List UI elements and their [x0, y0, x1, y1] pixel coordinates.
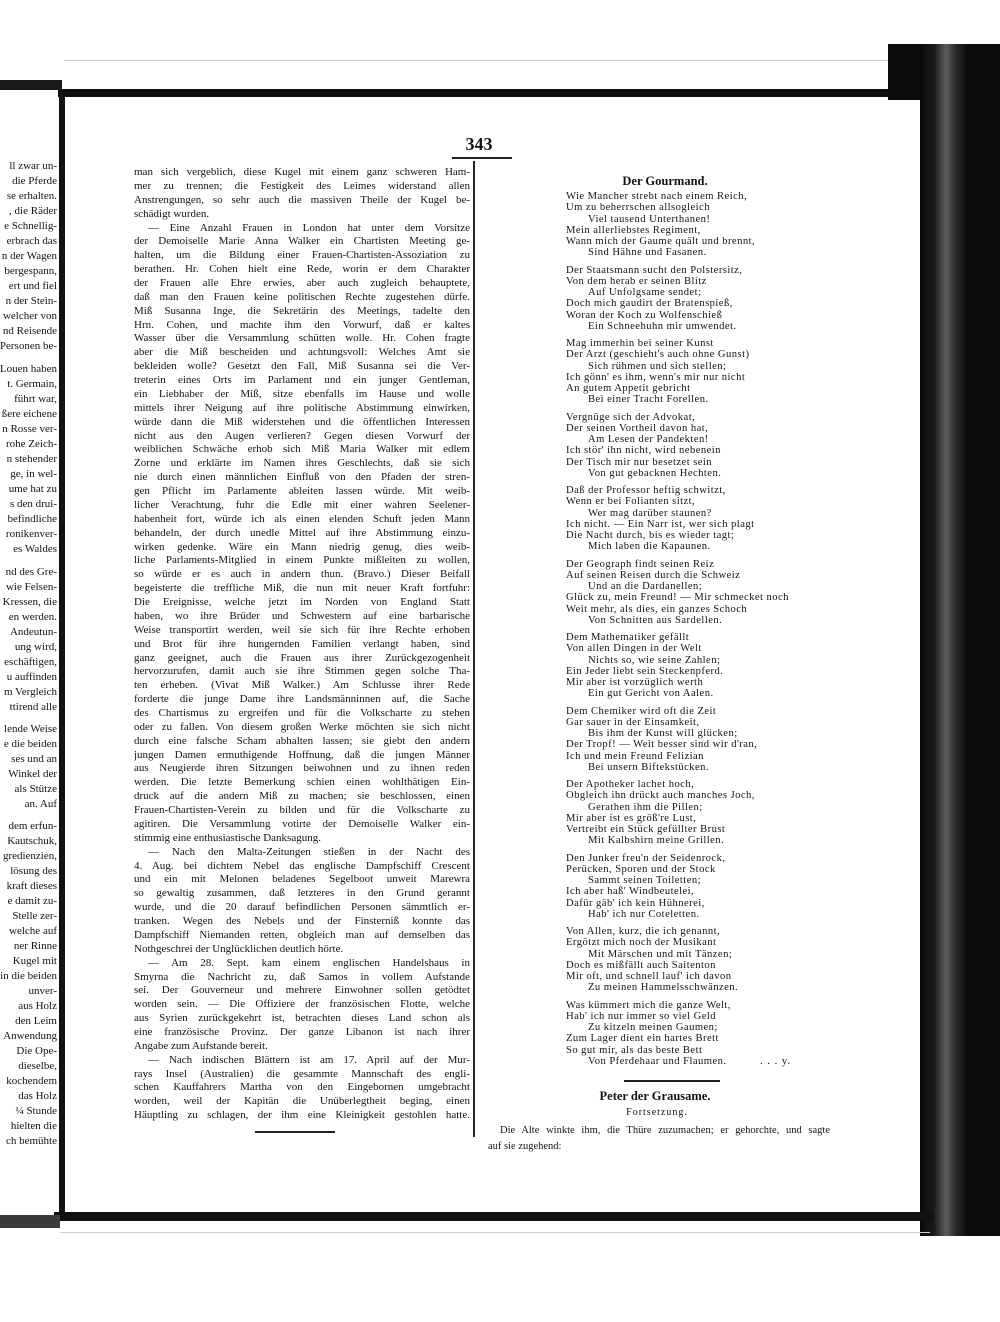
poem-line: Der seinen Vortheil davon hat,	[566, 422, 709, 434]
poem-line: Gar sauer in der Einsamkeit,	[566, 716, 700, 728]
story-title: Peter der Grausame.	[599, 1089, 711, 1103]
news-line: Anstrengungen, so sehr auch die massiven Theile der Kugel be-	[134, 193, 470, 206]
previous-page-fragment: ¼ Stunde	[15, 1105, 57, 1117]
news-line: Weise transportirt werden, weil sie sich für ihre Rechte erhoben	[134, 623, 470, 636]
news-line: — Eine Anzahl Frauen in London hat unter dem Vorsitze	[148, 221, 470, 234]
news-line: schädigt wurden.	[134, 207, 210, 220]
previous-page-fragment: gredienzien,	[2, 850, 57, 862]
news-line: tranken. Wegen des Nebels und der Finsterniß konnte das	[134, 915, 470, 927]
news-line: Angabe zum Aufstande bereit.	[134, 1039, 268, 1052]
poem-line: Ich aber haß' Windbeutelei,	[566, 886, 695, 898]
previous-page-fragment: en werden.	[8, 611, 57, 623]
news-line: Zorne und erklärte im Namen ihres Geschlechts, daß sie sich	[134, 457, 470, 470]
previous-page-fragment: n stehender	[6, 453, 57, 465]
previous-page-fragment: ert und fiel	[8, 280, 57, 292]
previous-page-fragment: dieselbe,	[18, 1060, 57, 1072]
previous-page-fragment: den Leim	[15, 1015, 57, 1027]
previous-page-fragment: Winkel der	[8, 768, 57, 780]
story-line: Die Alte winkte ihm, die Thüre zuzumachen; er gehorchte, und sagte	[500, 1125, 830, 1136]
poem-line: Ich stör' ihn nicht, wird nebenein	[566, 445, 721, 457]
previous-page-fragment: Louen haben	[0, 363, 57, 375]
previous-page-fragment: unver-	[28, 985, 57, 997]
poem-line: Zum Lager dient ein hartes Brett	[566, 1033, 719, 1045]
previous-page-fragment: Stelle zer-	[12, 910, 57, 922]
previous-page-fragment: ttirend alle	[9, 701, 57, 713]
previous-page-fragment: befindliche	[7, 513, 57, 525]
news-line: treterin eines Orts im Parlament und ein junger Gentleman,	[134, 374, 470, 386]
previous-page-fragment: m Vergleich	[3, 686, 57, 698]
previous-page-fragment: t. Germain,	[7, 378, 57, 390]
poem-line: Zu kitzeln meinen Gaumen;	[588, 1022, 718, 1033]
poem-line: Wie Mancher strebt nach einem Reich,	[566, 191, 748, 202]
news-line: und Brot für ihre hungernden Familien verlangt haben, sind	[134, 637, 470, 650]
previous-page-fragment: Kugel mit	[12, 955, 57, 967]
news-line: habenheit fort, würde ich als einen elenden Schuft jeden Mann	[134, 512, 470, 525]
poem-line: Auf Unfolgsame sendet;	[588, 287, 702, 298]
scan-right-edge	[920, 44, 1000, 1236]
previous-page-fragment: an. Auf	[24, 798, 57, 810]
poem-line: Weit mehr, als dies, ein ganzes Schoch	[566, 603, 748, 615]
poem-line: Um zu beherrschen allsogleich	[566, 202, 710, 214]
news-line: halten, um die Bildung einer Frauen-Chartisten-Assoziation zu	[134, 249, 470, 262]
news-line: gen Pflicht im Parlamente ableiten lassen würde. Mit weib-	[134, 485, 470, 497]
poem-line: Mich laben die Kapaunen.	[588, 541, 711, 553]
poem-line: So gut mir, als das beste Bett	[566, 1044, 703, 1056]
poem-line: Ein Schneehuhn mir umwendet.	[588, 320, 737, 332]
poem-line: Wenn er bei Folianten sitzt,	[566, 496, 696, 508]
previous-page-fragment: kochendem	[6, 1075, 57, 1087]
poem-line: Die Nacht durch, bis es wieder tagt;	[566, 530, 735, 541]
news-line: forderte die junge Dame ihre Landsmänninnen auf, die Sache	[134, 693, 470, 706]
previous-page-fragment: führt war,	[14, 393, 57, 405]
poem-line: An gutem Appetit gebricht	[566, 383, 691, 394]
previous-page-fragment: e Schnellig-	[4, 220, 57, 232]
news-line: aber die Miß bescheiden und achtungsvoll: Welches Amt sie	[134, 346, 470, 359]
news-line: eine französische Provinz. Der ganze Libanon ist nach ihrer	[134, 1025, 470, 1038]
poem-line: Ergötzt mich noch der Musikant	[566, 937, 717, 949]
news-line: ten erheben. (Vivat Miß Walker.) Am Schlusse ihrer Rede	[134, 679, 470, 692]
previous-page-fragment: Kautschuk,	[7, 835, 57, 847]
previous-page-fragment: nd Reisende	[2, 325, 57, 337]
poem-line: Der Tisch mir nur besetzet sein	[566, 456, 713, 468]
previous-page-fragment: , die Räder	[9, 205, 57, 217]
poem-line: Ich nicht. — Ein Narr ist, wer sich plagt	[566, 518, 755, 530]
previous-page-fragment: aus Holz	[18, 1000, 57, 1012]
poem-line: Der Arzt (geschieht's auch ohne Gunst)	[566, 349, 750, 361]
news-line: agitiren. Die Versammlung votirte der Demoiselle Walker ein-	[134, 817, 470, 830]
poem-line: Mein allerliebstes Regiment,	[566, 224, 701, 236]
poem-line: Daß der Professor heftig schwitzt,	[566, 485, 726, 496]
previous-page-fragment: welcher von	[2, 310, 57, 322]
poem-line: Wer mag darüber staunen?	[588, 507, 712, 519]
story-separator-rule	[624, 1080, 720, 1082]
news-line: wurde, und die 20 darauf befindlichen Personen sämmtlich er-	[134, 901, 470, 914]
previous-page-fragment: lösung des	[10, 865, 57, 877]
news-line: — Am 28. Sept. kam einem englischen Handelshaus in	[148, 956, 470, 969]
previous-page-fragment: rohe Zeich-	[6, 438, 57, 450]
scan-top-edge	[58, 89, 930, 97]
poem-line: Was kümmert mich die ganze Welt,	[566, 999, 731, 1011]
news-line: — Nach den Malta-Zeitungen stießen in der Nacht des	[148, 845, 470, 858]
poem-line: Sich rühmen und sich stellen;	[588, 360, 727, 372]
news-line: worden, weil der Kapitän die Unüberlegtheit beging, einen	[134, 1095, 470, 1108]
news-line: — Nach indischen Blättern ist am 17. April auf der Mur-	[148, 1053, 470, 1066]
previous-page-fragment: nd des Gre-	[5, 566, 57, 578]
previous-page-fragment: ge, in wel-	[10, 468, 57, 480]
news-line: nie durch einen männlichen Einfluß von den Pfaden der stren-	[134, 471, 470, 484]
previous-page-fragment: ume hat zu	[8, 483, 57, 495]
poem-line: Mir oft, und schnell lauf' ich davon	[566, 971, 732, 982]
story-subtitle: Fortsetzung.	[626, 1107, 688, 1118]
news-line: hervorzurufen, damit auch sie ihre Stimmen gegen solche Tha-	[134, 665, 470, 678]
news-line: behandeln, der durch unedle Mittel auf ihre Abstimmung einzu-	[134, 526, 470, 539]
poem-signature: . . . y.	[760, 1055, 792, 1067]
previous-page-fragment: e damit zu-	[7, 895, 57, 907]
previous-page-fragment: e die beiden	[3, 738, 57, 750]
column-divider	[473, 161, 475, 1137]
news-line: des Chartismus zu ergreifen und für die Volkscharte zu stehen	[134, 706, 470, 719]
poem-line: Ich gönn' es ihm, wenn's mir nur nicht	[566, 371, 746, 383]
news-end-rule	[255, 1131, 335, 1133]
previous-page-fragment: ch bemühte	[5, 1135, 57, 1147]
poem-line: Sind Hähne und Fasanen.	[588, 247, 707, 259]
poem-line: Hab' ich nur immer so viel Geld	[566, 1010, 717, 1022]
poem-line: Ein gut Gericht von Aalen.	[588, 688, 714, 700]
poem-line: Wann mich der Gaume quält und brennt,	[566, 236, 756, 247]
previous-page-fragment: ses und an	[11, 753, 57, 765]
poem-line: Bis ihm der Kunst will glücken;	[588, 728, 738, 739]
previous-page-fragment: es Waldes	[13, 543, 57, 555]
poem-line: Hab' ich nur Coteletten.	[588, 908, 700, 920]
poem-line: Der Staatsmann sucht den Polstersitz,	[566, 264, 743, 276]
poem-line: Ich und mein Freund Felizian	[566, 750, 704, 762]
news-line: Dampfschiff Niemanden retten, obgleich man auf demselben das	[134, 928, 470, 941]
poem-line: Woran der Koch zu Wolfenschieß	[566, 309, 723, 321]
news-line: durch eine falsche Scham abhalten lassen; sie giebt den andern	[134, 734, 470, 747]
news-line: so gewaltig zusammen, daß letzteres in den Grund gerannt	[134, 887, 470, 900]
news-line: haben, wo ihre Brüder und Schwestern auf eine barbarische	[134, 609, 470, 622]
previous-page-fragment: Andeutun-	[9, 626, 57, 638]
news-line: mittels ihrer Neigung auf ihre politische Abstimmung einwirken,	[134, 401, 470, 414]
poem-line: Glück zu, mein Freund! — Mir schmecket noch	[566, 592, 789, 604]
news-line: schen Kauffahrers Martha von den Eingebornen umgebracht	[134, 1081, 470, 1094]
poem-line: Doch es mißfällt auch Saitenton	[566, 959, 716, 971]
poem-title: Der Gourmand.	[622, 174, 708, 188]
news-line: oder zu fallen. Von diesem großen Werke möchten sie sich nicht	[134, 720, 470, 733]
previous-page-fragment: bergespann,	[4, 265, 57, 277]
poem-line: Der Tropf! — Weit besser sind wir d'ran,	[566, 739, 758, 751]
news-line: Frauen-Chartisten-Verein zu bilden und für die Volkscharte zu	[134, 804, 470, 816]
news-line: wirken gedenke. Wäre ein Mann niedrig genug, dies weib-	[134, 540, 470, 553]
poem-line: Mit Kalbshirn meine Grillen.	[588, 835, 725, 847]
poem-line: Der Apotheker lachet hoch,	[566, 779, 695, 790]
previous-page-fragment: lende Weise	[4, 723, 57, 735]
previous-page-fragment: hielten die	[10, 1120, 57, 1132]
poem-line: Bei einer Tracht Forellen.	[588, 394, 709, 406]
news-line: sei. Der Gouverneur und mehrere Einwohner sollen getödtet	[134, 984, 470, 997]
news-line: Hrn. Cohen, und machte ihm den Vorwurf, daß er kaltes	[134, 318, 470, 331]
poem-line: Ein Jeder liebt sein Steckenpferd.	[566, 665, 724, 677]
poem-line: Nichts so, wie seine Zahlen;	[588, 654, 721, 666]
previous-page-fragment: wie Felsen-	[5, 581, 57, 593]
previous-page-fragment: als Stütze	[14, 783, 57, 795]
poem-line: Der Geograph findt seinen Reiz	[566, 558, 715, 570]
previous-page-fragment: das Holz	[18, 1090, 57, 1102]
news-line: und ein mit Melonen beladenes Segelboot unweit Marewra	[134, 873, 470, 886]
news-line: der Demoiselle Marie Anna Walker ein Chartisten Meeting ge-	[134, 235, 470, 248]
news-line: daß man den Frauen keine politischen Rechte zugestehen dürfe.	[134, 290, 470, 303]
previous-page-fragment: n der Wagen	[1, 250, 57, 262]
news-line: begeisterte die treffliche Miß, die nun mit neuer Kraft fortfuhr:	[134, 582, 470, 595]
poem-line: Von Allen, kurz, die ich genannt,	[566, 926, 721, 937]
poem-line: Dafür gäb' ich kein Hühnerei,	[566, 897, 705, 909]
news-line: Wasser über die Versammlung schütten wolle. Hr. Cohen fragte	[134, 332, 470, 345]
page-number: 343	[465, 134, 493, 154]
news-line: ganz geeignet, auch die Frauen aus ihrer Zurückgezogenheit	[134, 651, 470, 664]
previous-page-fragment: u auffinden	[6, 671, 57, 683]
previous-page-fragment: ßere eichene	[1, 408, 57, 420]
news-line: aus Neugierde ihren Sitzungen beiwohnen und zu ihnen reden	[134, 762, 470, 775]
news-line: 4. Aug. bei dichtem Nebel das englische Dampfschiff Crescent	[134, 859, 470, 872]
previous-page-fragment: s den drui-	[9, 498, 57, 510]
poem-line: Mit Märschen und mit Tänzen;	[588, 948, 733, 960]
poem-line: Dem Chemiker wird oft die Zeit	[566, 705, 717, 717]
poem-line: Obgleich ihn drückt auch manches Joch,	[566, 790, 755, 802]
poem-line: Gerathen ihm die Pillen;	[588, 801, 703, 813]
poem-line: Perücken, Sporen und der Stock	[566, 863, 716, 875]
poem-line: Von Schnitten aus Sardellen.	[588, 614, 723, 626]
book-gutter-line	[59, 92, 65, 1218]
poem-line: Sammt seinen Toiletten;	[588, 875, 701, 886]
poem-line: Viel tausend Unterthanen!	[588, 213, 711, 225]
news-line: nicht aus den Augen verlieren? Gegen diesen Vorwurf der	[134, 429, 470, 442]
previous-page-fragment: welche auf	[9, 925, 57, 937]
poem-line: Mir aber ist es größ're Lust,	[566, 812, 697, 824]
poem-line: Doch mich gaudirt der Bratenspieß,	[566, 298, 733, 310]
poem-line: Mir aber ist vorzüglich werth	[566, 677, 704, 688]
poem-line: Vertreibt ein Stück gefüllter Brust	[566, 824, 726, 835]
news-line: mer zu trennen; die Festigkeit des Leimes widerstand allen	[134, 179, 470, 192]
poem-line: Vergnüge sich der Advokat,	[566, 411, 696, 423]
previous-page-fragment: dem erfun-	[8, 820, 57, 832]
poem-line: Auf seinen Reisen durch die Schweiz	[566, 569, 741, 581]
story-line: auf sie zugehend:	[488, 1141, 562, 1152]
news-line: werden. Die letzte Bemerkung schien einen wohlthätigen Ein-	[134, 776, 470, 789]
previous-page-fragment: ll zwar un-	[9, 160, 57, 172]
previous-page-fragment: kraft dieses	[6, 880, 57, 892]
scan-bottom-edge	[54, 1212, 934, 1221]
previous-page-fragment: ronikenver-	[5, 528, 57, 540]
news-line: Nothgeschrei der Unglücklichen deutlich hörte.	[134, 942, 344, 955]
news-line: worden sein. — Die Offiziere der französischen Flotte, welche	[134, 998, 470, 1011]
previous-page-fragment: n Rosse ver-	[2, 423, 57, 435]
news-line: liche Parlaments-Mitglied in einem Punkte mißleiten zu wollen,	[134, 554, 470, 567]
previous-page-fragment: eschäftigen,	[4, 656, 57, 668]
poem-line: Dem Mathematiker gefällt	[566, 632, 690, 643]
previous-page-fragment: Kressen, die	[2, 596, 57, 608]
scan-top-gray-line	[64, 60, 894, 61]
previous-page-fragment: ung wird,	[14, 641, 57, 653]
news-line: man sich vergeblich, diese Kugel mit einem ganz schweren Ham-	[134, 166, 470, 178]
poem-line: Von gut gebacknen Hechten.	[588, 467, 722, 479]
news-line: druck auf die andern Miß zu machen; sie beschlossen, einen	[134, 790, 470, 803]
previous-page-fragment: Die Ope-	[16, 1045, 57, 1057]
previous-page-fragment: se erhalten.	[6, 190, 57, 202]
news-line: Die Ereignisse, welche jetzt im Norden von England Statt	[134, 596, 470, 608]
previous-page-fragment: in die beiden	[0, 970, 57, 982]
news-line: jungen Damen ermuthigende Hoffnung, daß die jungen Männer	[134, 748, 470, 761]
poem-line: Zu meinen Hammelsschwänzen.	[588, 982, 739, 994]
poem-line: Den Junker freu'n der Seidenrock,	[566, 852, 726, 864]
poem-line: Und an die Dardanellen;	[588, 581, 703, 592]
news-line: stimmig eine enthusiastische Danksagung.	[134, 831, 321, 844]
news-line: würde dann die Miß widerstehen und die öffentlichen Interessen	[134, 415, 470, 428]
news-line: bekleiden wolle? Gesetzt den Fall, Miß Susanna sei die Ver-	[134, 360, 470, 373]
previous-page-sliver	[0, 0, 57, 1322]
poem-line: Am Lesen der Pandekten!	[588, 434, 709, 445]
poem-line: Mag immerhin bei seiner Kunst	[566, 338, 714, 349]
news-line: Miß Susanna Inge, die Sekretärin des Meetings, tadelte den	[134, 304, 470, 317]
previous-page-fragment: ner Rinne	[13, 940, 57, 952]
previous-page-fragment: die Pferde	[12, 175, 57, 187]
page-number-rule	[452, 157, 512, 159]
news-line: licher Verachtung, fuhr die Edle mit einer wahren Seelener-	[134, 498, 470, 511]
poem-line: Bei unsern Biftekstücken.	[588, 761, 709, 773]
news-line: der Frauen alle Ehre erwies, aber auch zugleich behauptete,	[134, 277, 470, 289]
scan-bottom-gray-line	[60, 1232, 930, 1233]
poem-line: Von allen Dingen in der Welt	[566, 643, 702, 655]
news-line: Häuptling zu schlagen, der ihm eine Kleinigkeit gestohlen hatte.	[134, 1109, 470, 1122]
previous-page-fragment: erbrach das	[6, 235, 57, 247]
previous-page-fragment: Anwendung	[3, 1030, 57, 1042]
news-line: Smyrna die Nachricht zu, daß Samos in vollem Aufstande	[134, 970, 470, 983]
poem-line: Von Pferdehaar und Flaumen.	[588, 1055, 727, 1067]
news-line: rays Insel (Australien) die gesammte Mannschaft des engli-	[134, 1067, 470, 1080]
previous-page-fragment: n der Stein-	[5, 295, 57, 307]
news-line: berathen. Hr. Cohen hielt eine Rede, worin er dem Charakter	[134, 263, 470, 276]
news-line: aus Syrien zurückgekehrt ist, betrachten dieses Land schon als	[134, 1012, 470, 1025]
previous-page-fragment: Personen be-	[0, 340, 57, 352]
news-line: so würde er es auch in andern thun. (Bravo.) Dieser Beifall	[134, 568, 470, 581]
news-line: ein Liebhaber der Miß, sitze ebenfalls im Hause und wolle	[134, 387, 470, 400]
news-line: weiblichen Schwäche erhob sich Miß Maria Walker mit edlem	[134, 443, 470, 456]
poem-line: Von dem herab er seinen Blitz	[566, 275, 707, 287]
